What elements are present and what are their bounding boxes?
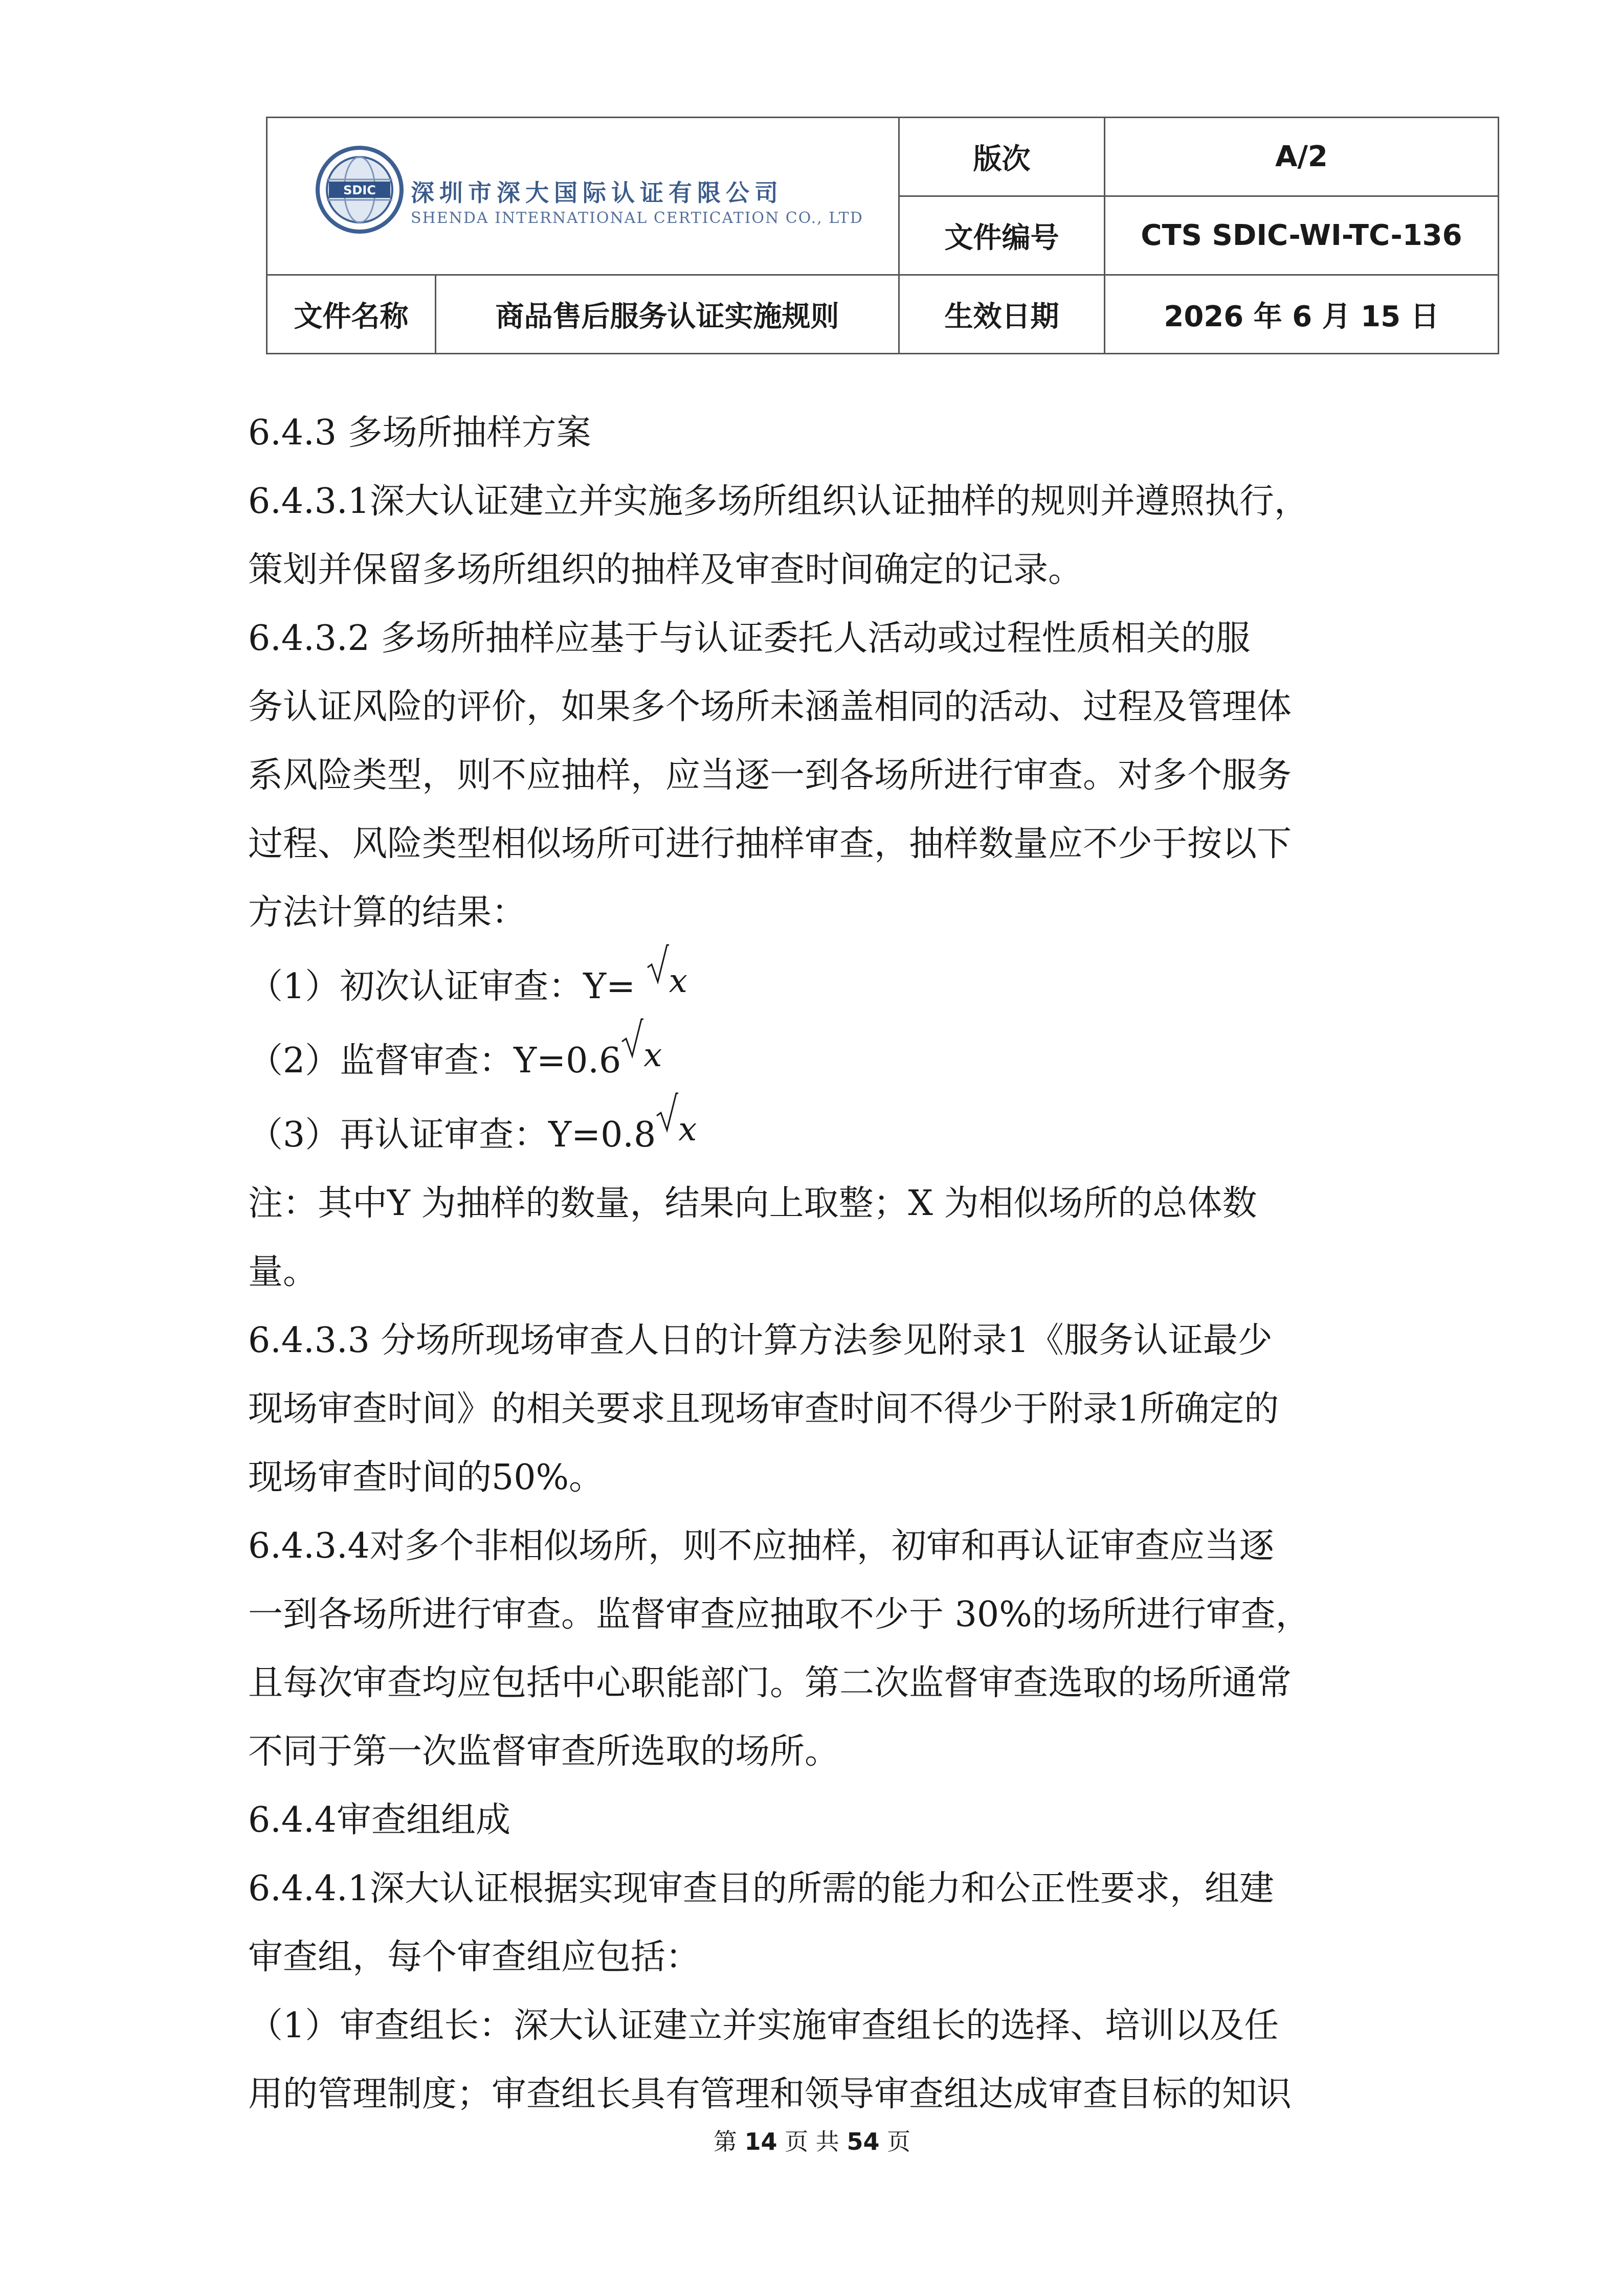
version-value: A/2 <box>1105 118 1499 196</box>
paragraph-line: 审查组，每个审查组应包括： <box>248 1937 701 1977</box>
formula-variable: x <box>678 1111 697 1149</box>
sqrt-x-formula <box>656 1095 697 1164</box>
sqrt-x-formula <box>621 1021 662 1090</box>
paragraph-line: 方法计算的结果： <box>248 892 527 933</box>
docname-value: 商品售后服务认证实施规则 <box>436 275 899 354</box>
note-line: 量。 <box>248 1252 318 1292</box>
paragraph-line: 6.4.3.1深大认证建立并实施多场所组织认证抽样的规则并遵照执行， <box>248 481 1309 522</box>
paragraph-line: 务认证风险的评价，如果多个场所未涵盖相同的活动、过程及管理体 <box>248 687 1292 727</box>
footer-suffix: 页 <box>887 2128 911 2155</box>
footer-prefix: 第 <box>713 2128 737 2155</box>
paragraph-line: 系风险类型，则不应抽样，应当逐一到各场所进行审查。对多个服务 <box>248 755 1292 796</box>
paragraph-line: 策划并保留多场所组织的抽样及审查时间确定的记录。 <box>248 550 1083 590</box>
paragraph-line: （1）审查组长：深大认证建立并实施审查组长的选择、培训以及任 <box>248 2006 1279 2046</box>
company-logo <box>314 144 902 256</box>
paragraph-line: 6.4.3.3 分场所现场审查人日的计算方法参见附录1《服务认证最少 <box>248 1320 1273 1361</box>
sqrt-x-formula <box>647 947 687 1016</box>
total-page-number: 54 <box>847 2128 880 2155</box>
paragraph-line: 现场审查时间》的相关要求且现场审查时间不得少于附录1所确定的 <box>248 1389 1279 1429</box>
sqrt-sign-icon <box>656 1092 678 1133</box>
logo-text: SDIC <box>343 183 376 197</box>
paragraph-line: 6.4.3.2 多场所抽样应基于与认证委托人活动或过程性质相关的服 <box>248 618 1251 659</box>
effective-value: 2026 年 6 月 15 日 <box>1105 275 1499 354</box>
formula-recertification <box>248 1095 1399 1169</box>
document-body <box>248 399 1399 2129</box>
note-line: 注：其中Y 为抽样的数量，结果向上取整；X 为相似场所的总体数 <box>248 1183 1257 1224</box>
heading-6-4-4: 6.4.4审查组组成 <box>248 1800 511 1840</box>
formula-surveillance <box>248 1021 1399 1095</box>
paragraph-line: 用的管理制度；审查组长具有管理和领导审查组达成审查目标的知识 <box>248 2074 1292 2114</box>
formula-surveillance-text: （2）监督审查：Y=0.6 <box>248 1041 621 1081</box>
formula-variable: x <box>643 1037 662 1074</box>
footer-middle: 页 共 <box>785 2128 839 2155</box>
sdic-globe-icon <box>314 144 406 236</box>
company-name-cn: 深圳市深大国际认证有限公司 <box>411 179 783 207</box>
paragraph-line: 6.4.4.1深大认证根据实现审查目的所需的能力和公正性要求，组建 <box>248 1869 1274 1909</box>
paragraph-line: 且每次审查均应包括中心职能部门。第二次监督审查选取的场所通常 <box>248 1663 1292 1703</box>
sqrt-sign-icon <box>621 1018 643 1059</box>
paragraph-line: 一到各场所进行审查。监督审查应抽取不少于 30%的场所进行审查， <box>248 1594 1310 1635</box>
effective-label: 生效日期 <box>899 275 1105 354</box>
page-footer <box>0 2123 1624 2157</box>
formula-recertification-text: （3）再认证审查：Y=0.8 <box>248 1115 656 1155</box>
paragraph-line: 现场审查时间的50%。 <box>248 1457 604 1498</box>
formula-initial <box>248 947 1399 1021</box>
paragraph-line: 过程、风险类型相似场所可进行抽样审查，抽样数量应不少于按以下 <box>248 824 1292 864</box>
version-label: 版次 <box>899 118 1105 196</box>
sqrt-sign-icon <box>647 944 669 985</box>
company-logo-cell <box>267 118 899 275</box>
current-page-number: 14 <box>744 2128 777 2155</box>
formula-variable: x <box>669 962 687 1000</box>
formula-initial-text: （1）初次认证审查：Y= <box>248 966 647 1007</box>
paragraph-line: 6.4.3.4对多个非相似场所，则不应抽样，初审和再认证审查应当逐 <box>248 1526 1274 1566</box>
company-name-en: SHENDA INTERNATIONAL CERTICATION CO., LTD <box>411 209 863 227</box>
heading-6-4-3: 6.4.3 多场所抽样方案 <box>248 413 591 453</box>
docno-value: CTS SDIC-WI-TC-136 <box>1105 196 1499 275</box>
document-header-table <box>266 117 1499 354</box>
docname-label: 文件名称 <box>267 275 436 354</box>
docno-label: 文件编号 <box>899 196 1105 275</box>
paragraph-line: 不同于第一次监督审查所选取的场所。 <box>248 1731 840 1772</box>
